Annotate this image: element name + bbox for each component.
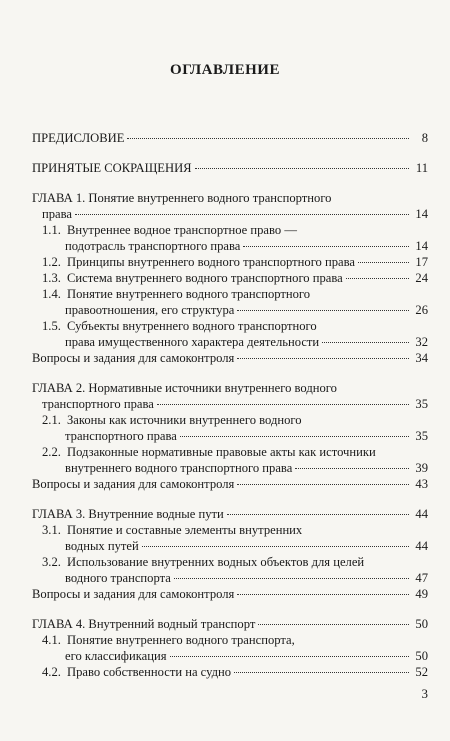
toc-entry-text: ГЛАВА 4. Внутренний водный транспорт [32,617,256,631]
toc-entry-text: подотрасль транспортного права [65,239,241,253]
toc-entry-text: ПРЕДИСЛОВИЕ [32,131,125,145]
toc-page-number: 39 [415,461,428,475]
toc-entry-text: Понятие внутреннего водного транспортного [67,287,311,301]
toc-entry-text: ГЛАВА 2. Нормативные источники внутреннего водного [32,381,337,395]
toc-section-1-5[interactable] [42,319,428,334]
toc-section-2-2-cont[interactable] [65,461,428,476]
toc-section-2-1-cont[interactable] [65,429,428,444]
leader-dots [243,245,409,247]
leader-dots [127,137,409,139]
toc-chapter-4-heading[interactable] [32,617,428,632]
toc-section-4-2[interactable] [42,665,428,680]
toc-entry-text: ПРИНЯТЫЕ СОКРАЩЕНИЯ [32,161,192,175]
toc-entry-text: транспортного права [65,429,177,443]
toc-section-1-4-cont[interactable] [65,303,428,318]
toc-page-number: 35 [415,429,428,443]
toc-entry-text: Вопросы и задания для самоконтроля [32,587,235,601]
toc-entry-text: ГЛАВА 1. Понятие внутреннего водного транспортного [32,191,332,205]
toc-entry-text: Подзаконные нормативные правовые акты как источники [67,445,376,459]
toc-chapter-1-heading[interactable] [32,191,428,206]
toc-page-number: 52 [415,665,428,679]
toc-entry-text: Субъекты внутреннего водного транспортного [67,319,317,333]
toc-section-4-1-cont[interactable] [65,649,428,664]
toc-page-number: 49 [415,587,428,601]
section-number: 4.1. [42,633,61,647]
toc-entry-text: транспортного права [42,397,154,411]
leader-dots [358,261,409,263]
section-number: 1.1. [42,223,61,237]
toc-page-number: 32 [415,335,428,349]
toc-review-questions-1[interactable] [32,351,428,366]
toc-entry-text: водных путей [65,539,139,553]
toc-entry-text: Понятие и составные элементы внутренних [67,523,303,537]
leader-dots [157,403,409,405]
section-number: 1.5. [42,319,61,333]
toc-entry-text: Понятие внутреннего водного транспорта, [67,633,295,647]
section-number: 1.3. [42,271,61,285]
toc-entry-text: Законы как источники внутреннего водного [67,413,302,427]
leader-dots [234,671,409,673]
section-number: 3.2. [42,555,61,569]
toc-entry-text: Вопросы и задания для самоконтроля [32,351,235,365]
toc-entry-text: правоотношения, его структура [65,303,235,317]
leader-dots [295,467,409,469]
section-number: 1.4. [42,287,61,301]
toc-section-1-4[interactable] [42,287,428,302]
section-number: 1.2. [42,255,61,269]
toc-page-number: 14 [415,239,428,253]
toc-entry-text: Принципы внутреннего водного транспортного права [67,255,356,269]
toc-section-3-1[interactable] [42,523,428,538]
leader-dots [180,435,409,437]
toc-entry-text: водного транспорта [65,571,171,585]
toc-entry-text: ГЛАВА 3. Внутренние водные пути [32,507,224,521]
toc-entry-text: Система внутреннего водного транспортного права [67,271,343,285]
leader-dots [237,483,409,485]
toc-section-1-3[interactable] [42,271,428,286]
toc-chapter-3-heading[interactable] [32,507,428,522]
toc-page-number: 26 [415,303,428,317]
leader-dots [227,513,409,515]
section-number: 4.2. [42,665,61,679]
leader-dots [346,277,409,279]
leader-dots [237,309,409,311]
toc-page-number: 44 [415,507,428,521]
toc-entry-text: внутреннего водного транспортного права [65,461,293,475]
toc-entry-text: Использование внутренних водных объектов для целей [67,555,365,569]
section-number: 2.1. [42,413,61,427]
toc-page-number: 24 [415,271,428,285]
leader-dots [237,357,409,359]
toc-page-number: 8 [421,131,428,145]
leader-dots [258,623,409,625]
toc-section-3-1-cont[interactable] [65,539,428,554]
leader-dots [237,593,409,595]
toc-review-questions-2[interactable] [32,477,428,492]
toc-section-3-2[interactable] [42,555,428,570]
toc-page-number: 14 [415,207,428,221]
page-title: ОГЛАВЛЕНИЕ [170,62,280,78]
toc-section-2-1[interactable] [42,413,428,428]
toc-section-2-2[interactable] [42,445,428,460]
leader-dots [75,213,409,215]
toc-page-number: 35 [415,397,428,411]
toc-chapter-1-heading-cont[interactable] [42,207,428,222]
toc-chapter-2-heading-cont[interactable] [42,397,428,412]
toc-page-number: 34 [415,351,428,365]
section-number: 3.1. [42,523,61,537]
toc-section-1-2[interactable] [42,255,428,270]
toc-section-1-5-cont[interactable] [65,335,428,350]
toc-entry-abbreviations[interactable] [32,161,428,176]
section-number: 2.2. [42,445,61,459]
toc-chapter-2-heading[interactable] [32,381,428,396]
toc-section-3-2-cont[interactable] [65,571,428,586]
toc-page-number: 47 [415,571,428,585]
toc-page-number: 17 [415,255,428,269]
toc-page-number: 11 [415,161,428,175]
leader-dots [174,577,409,579]
toc-entry-preface[interactable] [32,131,428,146]
toc-entry-text: его классификация [65,649,167,663]
toc-review-questions-3[interactable] [32,587,428,602]
toc-section-4-1[interactable] [42,633,428,648]
toc-entry-text: Внутреннее водное транспортное право — [67,223,297,237]
toc-section-1-1[interactable] [42,223,428,238]
page-number: 3 [421,686,428,701]
toc-section-1-1-cont[interactable] [65,239,428,254]
leader-dots [142,545,409,547]
toc-entry-text: Вопросы и задания для самоконтроля [32,477,235,491]
toc-page-number: 44 [415,539,428,553]
toc-page-number: 50 [415,649,428,663]
leader-dots [195,167,409,169]
toc-entry-text: Право собственности на судно [67,665,232,679]
toc-page-number: 50 [415,617,428,631]
toc-page-number: 43 [415,477,428,491]
leader-dots [170,655,410,657]
leader-dots [322,341,409,343]
toc-entry-text: права имущественного характера деятельности [65,335,320,349]
toc-entry-text: права [42,207,72,221]
